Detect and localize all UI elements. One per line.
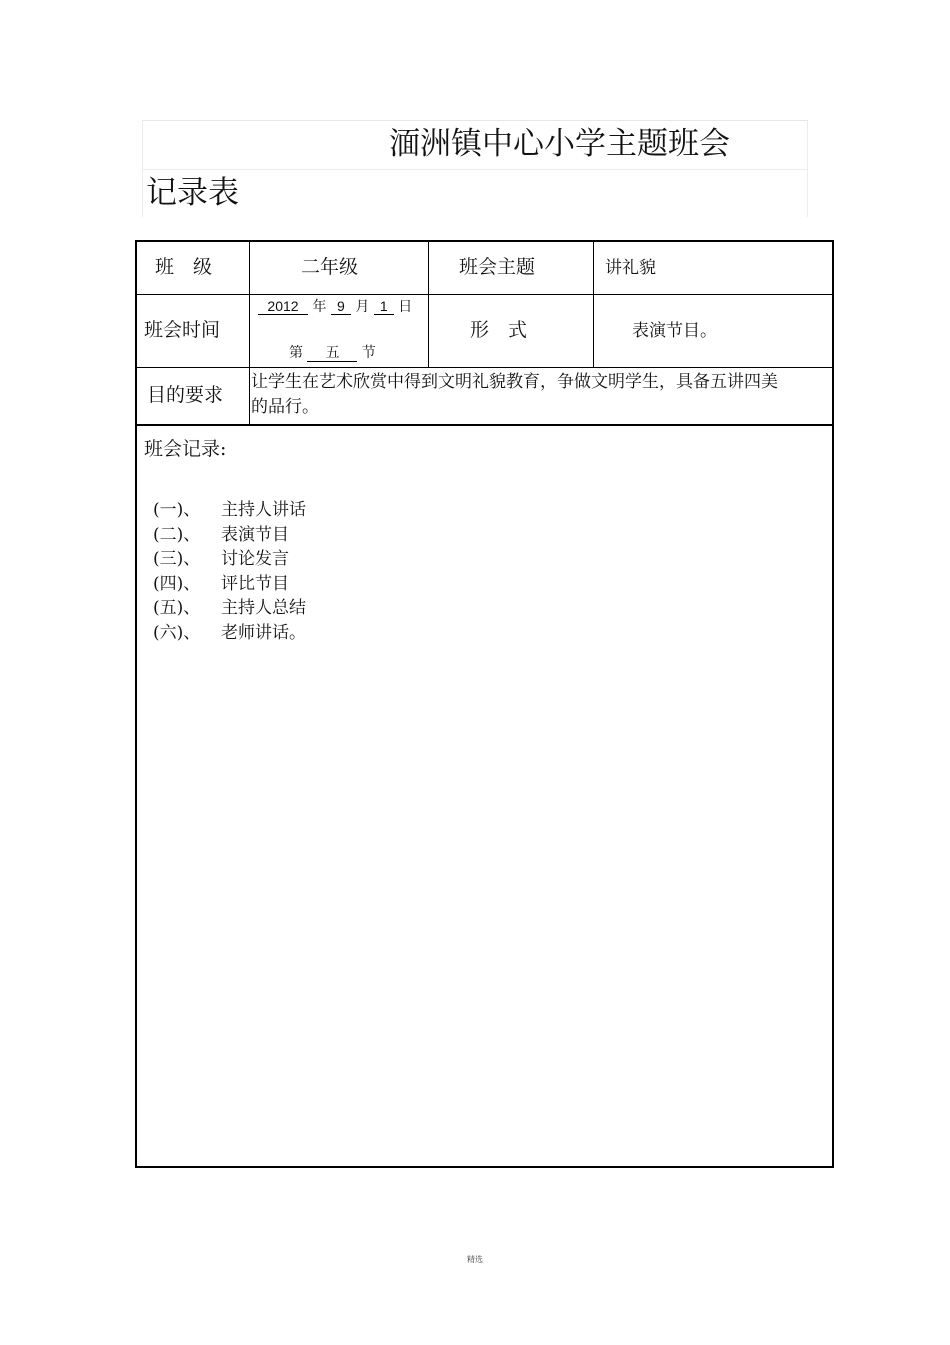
record-item-number: (一)、 xyxy=(153,500,201,520)
period-value: 五 xyxy=(307,345,357,362)
format-value: 表演节目。 xyxy=(632,321,717,341)
date-month-unit: 月 xyxy=(355,299,370,315)
period-suffix: 节 xyxy=(361,345,376,361)
record-item-number: (五)、 xyxy=(153,598,201,619)
record-item xyxy=(153,621,306,646)
theme-label: 班会主题 xyxy=(459,256,536,278)
record-item xyxy=(153,547,306,572)
record-item xyxy=(153,596,306,621)
record-item-text: 讨论发言 xyxy=(221,549,289,570)
period-prefix: 第 xyxy=(289,345,303,361)
record-item-text: 主持人讲话 xyxy=(221,500,306,520)
row-divider xyxy=(137,424,832,426)
column-divider xyxy=(428,242,429,367)
record-item-text: 主持人总结 xyxy=(221,598,306,619)
time-label: 班会时间 xyxy=(144,319,221,341)
record-item-text: 评比节目 xyxy=(221,573,289,594)
purpose-value: 让学生在艺术欣赏中得到文明礼貌教育，争做文明学生，具备五讲四美的品行。 xyxy=(251,372,778,417)
format-label: 形 式 xyxy=(470,319,528,341)
record-item xyxy=(153,498,306,523)
record-label: 班会记录: xyxy=(144,438,227,460)
record-item-text: 表演节目 xyxy=(221,524,289,545)
class-value: 二年级 xyxy=(301,256,359,278)
date-year: 2012 xyxy=(258,298,308,315)
date-month: 9 xyxy=(331,298,351,315)
record-item-number: (六)、 xyxy=(153,622,201,643)
purpose-label: 目的要求 xyxy=(147,384,224,406)
title-divider xyxy=(143,169,807,170)
date-year-unit: 年 xyxy=(312,299,327,315)
column-divider xyxy=(249,242,250,424)
footer-note: 精选 xyxy=(467,1255,483,1264)
record-list xyxy=(153,498,306,646)
theme-value: 讲礼貌 xyxy=(605,258,656,278)
row-divider xyxy=(137,294,832,295)
record-item-text: 老师讲话。 xyxy=(221,622,306,643)
record-item xyxy=(153,523,306,548)
page-title-continued: 记录表 xyxy=(146,175,239,211)
row-divider xyxy=(137,367,832,368)
meeting-period xyxy=(289,345,376,362)
date-day-unit: 日 xyxy=(398,299,413,315)
date-day: 1 xyxy=(374,298,394,315)
page-title: 湎洲镇中心小学主题班会 xyxy=(389,126,730,162)
record-item-number: (四)、 xyxy=(153,573,201,594)
class-label: 班 级 xyxy=(155,256,213,278)
class-meeting-record-form xyxy=(135,240,834,1168)
record-item xyxy=(153,572,306,597)
record-item-number: (二)、 xyxy=(153,524,201,545)
title-area xyxy=(142,120,808,217)
meeting-date xyxy=(258,298,412,315)
column-divider xyxy=(593,242,594,367)
record-item-number: (三)、 xyxy=(153,549,201,570)
